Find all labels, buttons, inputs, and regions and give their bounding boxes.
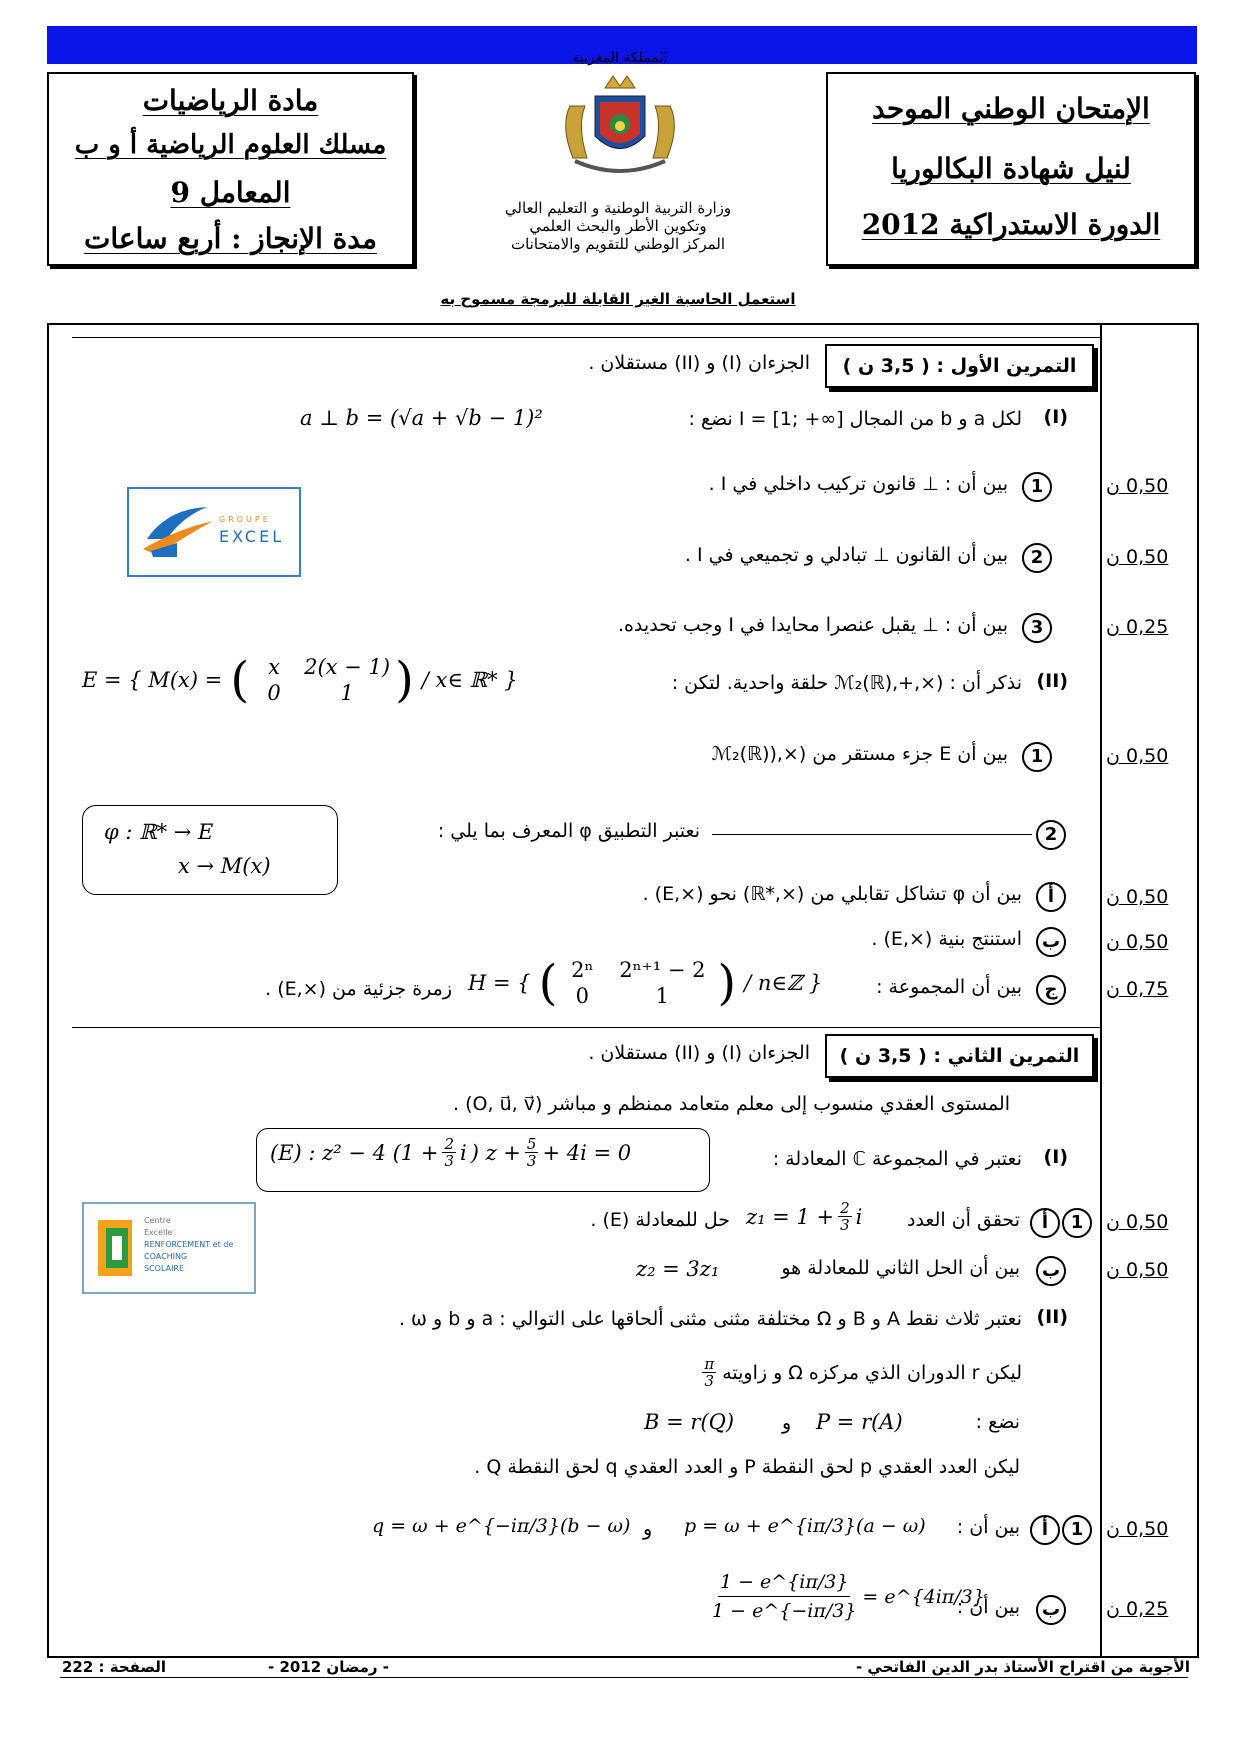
ex2-sub-question-b: ب: [1036, 1256, 1066, 1286]
set-E-left: E = { M(x) =: [82, 668, 223, 692]
matrix-E-a22: 1: [340, 681, 354, 705]
ex2-part-I-text: نعتبر في المجموعة ℂ المعادلة :: [772, 1148, 1022, 1170]
part-II-text: نذكر أن : (×,+,(ℳ₂(ℝ حلقة واحدية. لتكن :: [671, 672, 1022, 694]
rotation-angle-den: 3: [704, 1372, 715, 1390]
ex2-sub-question-2a: أ: [1030, 1515, 1060, 1545]
question-2-points: 0,50 ن: [1106, 546, 1169, 568]
H-right: / n∈ℤ }: [744, 971, 823, 995]
coaching-logo-line-3: RENFORCEMENT et de: [144, 1240, 234, 1249]
set-E-right: / x∈ ℝ* }: [421, 668, 518, 692]
coat-of-arms-icon: [555, 66, 685, 186]
ex2-question-number-2: 1: [1062, 1515, 1092, 1545]
sub-question-a: أ: [1036, 882, 1066, 912]
track-line: مسلك العلوم الرياضية أ و ب: [74, 130, 387, 160]
duration-line: مدة الإنجاز : أربع ساعات: [84, 222, 377, 255]
exam-title: الإمتحان الوطني الموحد: [872, 92, 1150, 125]
coaching-logo-icon: [94, 1214, 138, 1280]
z1-value: [746, 1200, 862, 1233]
exercise-2-title: التمرين الثاني : ( 3,5 ن ): [825, 1034, 1094, 1078]
ex2-qa-points: 0,50 ن: [1106, 1211, 1169, 1233]
exercise-2-intro: الجزءان (I) و (II) مستقلان .: [588, 1042, 810, 1064]
fraction-2-3-num: 2: [444, 1135, 454, 1153]
fraction-2-3-den: 3: [444, 1152, 454, 1170]
ex2-qa-tail: حل للمعادلة (E) .: [590, 1209, 730, 1231]
z1-fraction-den: 3: [840, 1216, 850, 1234]
coaching-logo-line-4: COACHING: [144, 1252, 188, 1261]
rotation-angle-num: π: [704, 1355, 715, 1373]
equation-E: (E) : z² − 4 (1 + $\frac{2}{3}$ i ) z + $\frac{5}{3}$ + 4i = 0: [270, 1135, 632, 1170]
exp-ratio-formula: [712, 1568, 985, 1625]
question-5c-points: 0,75 ن: [1106, 978, 1169, 1000]
part-I-text: لكل a و b من المجال [∞+ ;1] = I نضع :: [688, 408, 1022, 430]
equation-E-part-a: (E) : z² − 4 (1 +: [270, 1140, 439, 1165]
excel-logo-small-text: GROUPE: [219, 515, 271, 524]
ex2-sub-question-2b: ب: [1036, 1595, 1066, 1625]
q-formula: q = ω + e^{−iπ/3}(b − ω): [372, 1515, 631, 1537]
excel-logo: [127, 487, 301, 577]
footer-underline: [60, 1677, 1188, 1678]
question-5-text: نعتبر التطبيق φ المعرف بما يلي :: [437, 820, 700, 842]
sub-question-c: ج: [1036, 975, 1066, 1005]
coaching-center-logo: [82, 1202, 256, 1294]
complex-plane-text: المستوى العقدي منسوب إلى معلم متعامد ممنظم و مباشر (O, u⃗, v⃗) .: [453, 1093, 1010, 1115]
equation-E-part-c: + 4i = 0: [542, 1140, 632, 1165]
z1-part-a: z₁ = 1 +: [746, 1204, 835, 1229]
subject-line: مادة الرياضيات: [142, 84, 319, 117]
p-formula: p = ω + e^{iπ/3}(a − ω): [684, 1515, 926, 1537]
rotation-text: [702, 1356, 1022, 1389]
question-1-points: 0,50 ن: [1106, 475, 1169, 497]
exam-subtitle: لنيل شهادة البكالوريا: [891, 152, 1131, 185]
excel-logo-text: EXCEL: [219, 527, 285, 546]
phi-map-line-1: φ : ℝ* → E: [104, 820, 214, 844]
ex2-qa-text: تحقق أن العدد: [907, 1209, 1020, 1231]
question-3-text: بين أن : ⊥ يقبل عنصرا محايدا في I وجب تحديده.: [617, 614, 1008, 636]
kingdom-label: المملكة المغربية: [572, 50, 668, 66]
question-5a-text: بين أن φ تشاكل تقابلي من (×,*ℝ) نحو (×,E) .: [642, 883, 1022, 905]
matrix-H-a12: 2ⁿ⁺¹ − 2: [619, 958, 706, 982]
z1-fraction-num: 2: [840, 1199, 850, 1217]
matrix-E-a12: 2(x − 1): [304, 655, 391, 679]
ex2-part-II-text: نعتبر ثلاث نقط A و B و Ω مختلفة مثنى مثنى ألحاقها على التوالي : a و b و ω .: [398, 1308, 1022, 1330]
subject-info-box: [47, 72, 414, 266]
ex2-q2a-points: 0,50 ن: [1106, 1518, 1169, 1540]
footer-author: الأجوبة من اقتراح الأستاذ بدر الدين الفاتحي -: [855, 1658, 1190, 1676]
question-number-5: 2: [1036, 820, 1066, 850]
exp-ratio-numerator: 1 − e^{iπ/3}: [718, 1568, 850, 1597]
question-5c-text: بين أن المجموعة :: [876, 976, 1022, 998]
coefficient-line: المعامل 9: [170, 176, 291, 209]
ex2-qb-points: 0,50 ن: [1106, 1259, 1169, 1281]
question-2-text: بين أن القانون ⊥ تبادلي و تجميعي في I .: [684, 544, 1008, 566]
calculator-note: استعمل الحاسبة الغير القابلة للبرمجة مسموح به: [440, 290, 796, 308]
question-number-4: 1: [1022, 742, 1052, 772]
equation-E-part-b: ) z +: [470, 1140, 521, 1165]
ex2-q2a-text: بين أن :: [956, 1516, 1020, 1538]
matrix-H: ( 2ⁿ 2ⁿ⁺¹ − 2 0 1 ): [538, 955, 737, 1011]
coaching-logo-line-1: Centre: [144, 1216, 171, 1225]
exercise-1-intro: الجزءان (I) و (II) مستقلان .: [588, 352, 810, 374]
question-number-2: 2: [1022, 543, 1052, 573]
ex2-part-I-label: (I): [1043, 1146, 1068, 1168]
P-definition: P = r(A): [816, 1410, 903, 1434]
exp-ratio-rhs: = e^{4iπ/3}: [862, 1585, 985, 1608]
matrix-E-a11: x: [268, 655, 280, 679]
ex2-sub-question-a: أ: [1030, 1208, 1060, 1238]
q5-leader-line: [712, 834, 1032, 835]
ex2-q2b-points: 0,25 ن: [1106, 1598, 1169, 1620]
question-4-points: 0,50 ن: [1106, 745, 1169, 767]
question-5a-points: 0,50 ن: [1106, 886, 1169, 908]
matrix-H-a21: 0: [575, 984, 590, 1008]
question-5b-points: 0,50 ن: [1106, 931, 1169, 953]
subgroup-H-definition: [468, 955, 823, 1011]
fraction-2-3: [442, 1136, 456, 1169]
ex2-qb-text: بين أن الحل الثاني للمعادلة هو: [781, 1257, 1020, 1279]
ministry-line-3: المركز الوطني للتقويم والامتحانات: [510, 235, 726, 253]
question-4-text: بين أن E جزء مستقر من (×,(ℳ₂(ℝ): [711, 743, 1008, 765]
ex2-q2b-text: بين أن :: [956, 1596, 1020, 1618]
coaching-logo-line-5: SCOLAIRE: [144, 1264, 185, 1273]
fraction-5-3: [525, 1136, 539, 1169]
z1-fraction: [838, 1200, 852, 1233]
phi-map-box: [82, 805, 338, 895]
question-number-3: 3: [1022, 613, 1052, 643]
matrix-H-a11: 2ⁿ: [571, 958, 594, 982]
z2-value: z₂ = 3z₁: [636, 1257, 720, 1281]
sub-question-b: ب: [1036, 927, 1066, 957]
fraction-5-3-den: 3: [526, 1152, 537, 1170]
ministry-line-1: وزارة التربية الوطنية و التعليم العالي: [504, 199, 732, 217]
coaching-logo-line-2: Excelle: [144, 1228, 173, 1237]
z1-part-b: i: [855, 1204, 863, 1229]
rotation-angle: [702, 1356, 716, 1389]
exp-ratio-fraction: [712, 1568, 856, 1625]
matrix-E-a21: 0: [267, 681, 281, 705]
exercise-2-separator: [72, 1027, 1100, 1028]
excel-logo-icon: [137, 499, 217, 561]
matrix-H-a22: 1: [655, 984, 670, 1008]
part-II-label: (II): [1036, 670, 1068, 692]
H-left: H = {: [468, 971, 531, 995]
B-definition: B = r(Q): [644, 1410, 735, 1434]
subgroup-tail: زمرة جزئية من (×,E) .: [265, 978, 452, 1000]
and-word-1: و: [782, 1412, 792, 1434]
rotation-text-main: ليكن r الدوران الذي مركزه Ω و زاويته: [722, 1361, 1022, 1384]
set-label: نضع :: [975, 1411, 1020, 1433]
exam-session: الدورة الاستدراكية 2012: [861, 208, 1161, 241]
ministry-line-2: وتكوين الأطر والبحث العلمي: [529, 217, 707, 235]
exam-info-box: [826, 72, 1196, 266]
exercise-1-title: التمرين الأول : ( 3,5 ن ): [825, 344, 1094, 388]
and-word-2: و: [643, 1518, 653, 1540]
question-3-points: 0,25 ن: [1106, 616, 1169, 638]
question-number-1: 1: [1022, 472, 1052, 502]
affix-definition-text: ليكن العدد العقدي p لحق النقطة P و العدد العقدي q لحق النقطة Q .: [474, 1456, 1020, 1478]
points-column-divider: [1100, 323, 1102, 1656]
footer-date: - رمضان 2012 -: [268, 1658, 390, 1676]
question-5b-text: استنتج بنية (×,E) .: [871, 928, 1022, 950]
law-formula: a ⊥ b = (√a + √b − 1)²: [300, 406, 543, 430]
ex2-part-II-label: (II): [1036, 1306, 1068, 1328]
phi-map-line-2: x → M(x): [178, 854, 271, 878]
matrix-E: ( x 2(x − 1) 0 1 ): [230, 652, 414, 708]
exercise-1-separator: [72, 337, 1100, 338]
ex2-question-number-1: 1: [1062, 1208, 1092, 1238]
fraction-5-3-num: 5: [526, 1135, 537, 1153]
exp-ratio-denominator: 1 − e^{−iπ/3}: [712, 1600, 857, 1622]
set-E-definition: [82, 652, 518, 708]
question-1-text: بين أن : ⊥ قانون تركيب داخلي في I .: [708, 473, 1008, 495]
footer-page: الصفحة : 222: [62, 1658, 167, 1676]
part-I-label: (I): [1043, 406, 1068, 428]
